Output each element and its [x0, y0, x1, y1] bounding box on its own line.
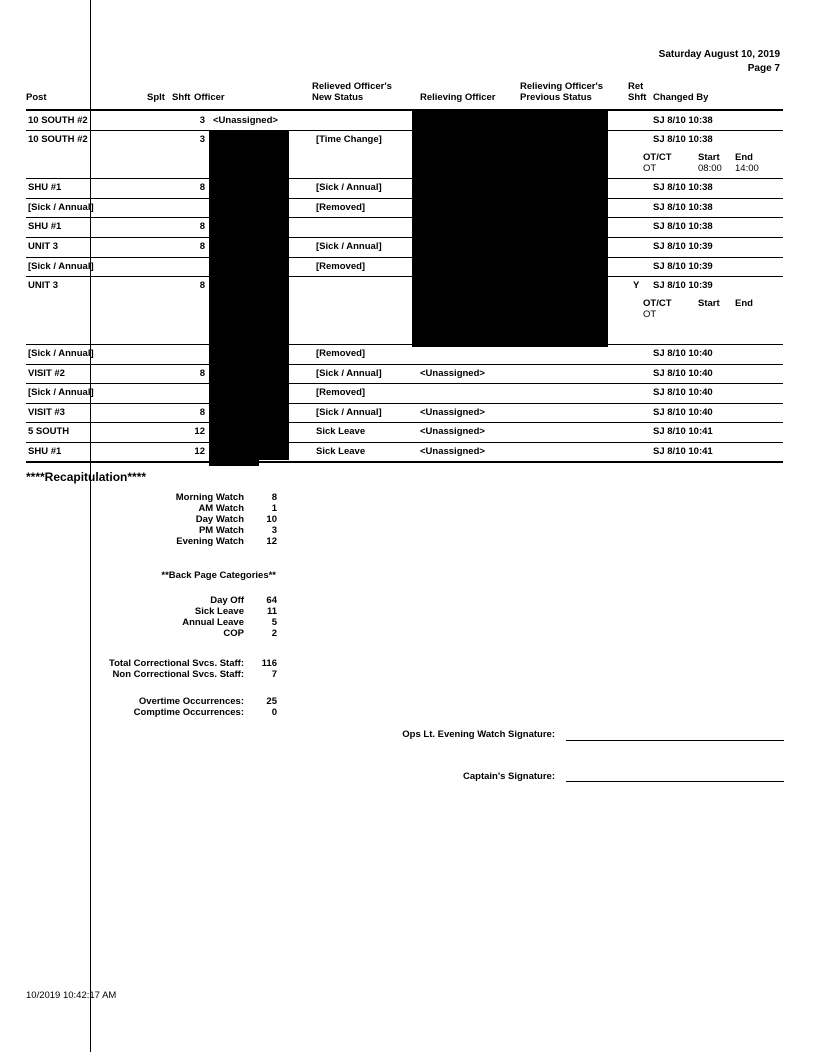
row-shift: 8 — [199, 368, 205, 379]
recap-title: ****Recapitulation**** — [26, 470, 147, 484]
row-new-status: [Removed] — [316, 387, 366, 398]
row-post: [Sick / Annual] — [28, 387, 94, 398]
row-divider — [26, 344, 783, 345]
report-date: Saturday August 10, 2019 — [658, 49, 780, 60]
row-new-status: [Sick / Annual] — [316, 368, 382, 379]
row-changed-by: SJ 8/10 10:39 — [653, 241, 713, 252]
row-divider — [26, 237, 783, 238]
row-divider — [26, 198, 783, 199]
row-changed-by: SJ 8/10 10:38 — [653, 115, 713, 126]
row-new-status: Sick Leave — [316, 426, 366, 437]
col-officer: Officer — [194, 92, 225, 103]
row-new-status: [Sick / Annual] — [316, 182, 382, 193]
recap-watch-value: 10 — [266, 514, 277, 525]
row-post: UNIT 3 — [28, 241, 59, 252]
page-number: Page 7 — [747, 63, 780, 74]
recap-watch-value: 1 — [271, 503, 277, 514]
back-page-categories-title: **Back Page Categories** — [161, 570, 276, 581]
recap-staff-value: 116 — [261, 658, 277, 669]
ot-value-type: OT — [643, 309, 657, 320]
ops-lt-signature-label: Ops Lt. Evening Watch Signature: — [402, 729, 555, 740]
row-new-status: [Removed] — [316, 348, 366, 359]
ot-header-type: OT/CT — [643, 298, 672, 309]
row-shift: 12 — [194, 446, 205, 457]
row-post: [Sick / Annual] — [28, 348, 94, 359]
recap-staff-label: Non Correctional Svcs. Staff: — [112, 669, 244, 680]
ot-header-type: OT/CT — [643, 152, 672, 163]
row-post: UNIT 3 — [28, 280, 59, 291]
row-changed-by: SJ 8/10 10:40 — [653, 407, 713, 418]
col-ret-1: Ret — [628, 81, 644, 92]
recap-watch-label: Day Watch — [195, 514, 244, 525]
recap-staff-value: 7 — [271, 669, 277, 680]
row-new-status: [Sick / Annual] — [316, 241, 382, 252]
recap-watch-value: 8 — [271, 492, 277, 503]
row-changed-by: SJ 8/10 10:40 — [653, 368, 713, 379]
row-divider — [26, 364, 783, 365]
row-relieving-officer: <Unassigned> — [420, 407, 485, 418]
ot-value-type: OT — [643, 163, 657, 174]
row-relieving-officer: <Unassigned> — [420, 368, 485, 379]
recap-category-label: COP — [223, 628, 244, 639]
row-new-status: [Removed] — [316, 202, 366, 213]
row-changed-by: SJ 8/10 10:39 — [653, 280, 713, 291]
row-new-status: [Time Change] — [316, 134, 382, 145]
recap-occurrence-value: 25 — [266, 696, 277, 707]
row-divider — [26, 383, 783, 384]
captain-signature-line[interactable] — [566, 781, 784, 782]
redaction-relieving — [412, 111, 608, 347]
row-post: SHU #1 — [28, 182, 62, 193]
row-shift: 8 — [199, 280, 205, 291]
row-shift: 3 — [199, 134, 205, 145]
row-shift: 3 — [199, 115, 205, 126]
row-changed-by: SJ 8/10 10:38 — [653, 182, 713, 193]
recap-category-value: 5 — [271, 617, 277, 628]
row-divider — [26, 130, 783, 131]
row-changed-by: SJ 8/10 10:41 — [653, 446, 713, 457]
recap-watch-value: 3 — [271, 525, 277, 536]
header-rule — [26, 109, 783, 111]
recap-watch-label: PM Watch — [198, 525, 244, 536]
recap-category-value: 2 — [271, 628, 277, 639]
recap-occurrence-value: 0 — [271, 707, 277, 718]
redaction-officer — [209, 130, 289, 460]
recap-watch-label: AM Watch — [198, 503, 244, 514]
footer-timestamp: 10/2019 10:42:17 AM — [26, 990, 117, 1001]
row-changed-by: SJ 8/10 10:38 — [653, 202, 713, 213]
recap-category-value: 64 — [266, 595, 277, 606]
scan-margin-line — [90, 0, 91, 1052]
col-ret-2: Shft — [628, 92, 647, 103]
col-relieved-status-1: Relieved Officer's — [312, 81, 392, 92]
ot-value-end: 14:00 — [735, 163, 759, 174]
col-post: Post — [26, 92, 47, 103]
row-post: 10 SOUTH #2 — [28, 134, 88, 145]
row-shift: 8 — [199, 182, 205, 193]
ot-header-end: End — [735, 298, 753, 309]
ot-value-start: 08:00 — [698, 163, 722, 174]
row-shift: 12 — [194, 426, 205, 437]
col-shift: Shft — [172, 92, 191, 103]
row-ret-shift: Y — [633, 280, 640, 291]
row-divider — [26, 178, 783, 179]
row-post: [Sick / Annual] — [28, 202, 94, 213]
recap-occurrence-label: Comptime Occurrences: — [133, 707, 244, 718]
col-relieved-status-2: New Status — [312, 92, 364, 103]
row-post: VISIT #2 — [28, 368, 65, 379]
row-post: [Sick / Annual] — [28, 261, 94, 272]
recap-category-label: Day Off — [210, 595, 244, 606]
recap-watch-label: Evening Watch — [176, 536, 244, 547]
row-new-status: Sick Leave — [316, 446, 366, 457]
recap-category-label: Annual Leave — [182, 617, 244, 628]
row-post: 10 SOUTH #2 — [28, 115, 88, 126]
row-relieving-officer: <Unassigned> — [420, 426, 485, 437]
row-new-status: [Removed] — [316, 261, 366, 272]
redaction-officer-last — [209, 446, 259, 466]
row-post: VISIT #3 — [28, 407, 65, 418]
col-relieving-officer: Relieving Officer — [420, 92, 496, 103]
row-changed-by: SJ 8/10 10:40 — [653, 348, 713, 359]
recap-watch-label: Morning Watch — [175, 492, 244, 503]
col-relieving-prev-2: Previous Status — [520, 92, 592, 103]
col-changed-by: Changed By — [653, 92, 709, 103]
col-relieving-prev-1: Relieving Officer's — [520, 81, 604, 92]
row-shift: 8 — [199, 407, 205, 418]
recap-category-value: 11 — [266, 606, 277, 617]
row-divider — [26, 217, 783, 218]
row-relieving-officer: <Unassigned> — [420, 446, 485, 457]
ot-header-start: Start — [698, 298, 720, 309]
row-divider — [26, 257, 783, 258]
row-changed-by: SJ 8/10 10:38 — [653, 134, 713, 145]
row-changed-by: SJ 8/10 10:38 — [653, 221, 713, 232]
ops-lt-signature-line[interactable] — [566, 740, 784, 741]
captain-signature-label: Captain's Signature: — [463, 771, 555, 782]
recap-occurrence-label: Overtime Occurrences: — [138, 696, 244, 707]
row-post: 5 SOUTH — [28, 426, 70, 437]
row-post: SHU #1 — [28, 221, 62, 232]
row-shift: 8 — [199, 221, 205, 232]
row-divider — [26, 276, 783, 277]
col-split: Splt — [147, 92, 165, 103]
row-changed-by: SJ 8/10 10:39 — [653, 261, 713, 272]
row-divider — [26, 442, 783, 443]
recap-category-label: Sick Leave — [194, 606, 244, 617]
row-new-status: [Sick / Annual] — [316, 407, 382, 418]
row-shift: 8 — [199, 241, 205, 252]
recap-staff-label: Total Correctional Svcs. Staff: — [109, 658, 244, 669]
recap-watch-value: 12 — [266, 536, 277, 547]
row-post: SHU #1 — [28, 446, 62, 457]
ot-header-start: Start — [698, 152, 720, 163]
row-divider — [26, 403, 783, 404]
row-divider — [26, 422, 783, 423]
row-changed-by: SJ 8/10 10:41 — [653, 426, 713, 437]
row-officer: <Unassigned> — [213, 115, 278, 126]
table-bottom-rule — [26, 461, 783, 463]
row-changed-by: SJ 8/10 10:40 — [653, 387, 713, 398]
ot-header-end: End — [735, 152, 753, 163]
